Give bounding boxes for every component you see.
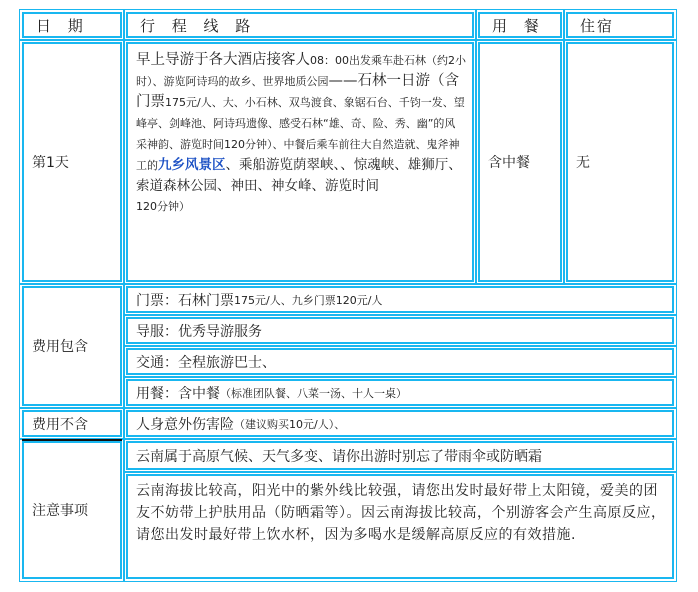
excluded-label-cell xyxy=(22,410,122,437)
notes-label-cell xyxy=(22,441,122,579)
excluded-text-cell xyxy=(126,410,674,437)
included-label-cell xyxy=(22,286,122,406)
day1-label: 第1天 xyxy=(32,155,69,171)
included-transport-cell xyxy=(126,348,674,375)
notes-note1-cell xyxy=(126,441,674,470)
itinerary-part-8: 120分钟） xyxy=(136,200,190,213)
excluded-label: 费用不含 xyxy=(32,416,88,433)
day1-lodging-cell xyxy=(566,42,674,282)
header-date xyxy=(22,12,122,38)
included-tickets-a: 门票：石林门票 xyxy=(136,292,234,309)
header-route-text: 行 程 线 路 xyxy=(140,16,257,35)
itinerary-highlight-jiuxiang: 九乡风景区 xyxy=(158,157,226,173)
day1-meal-cell xyxy=(478,42,562,282)
notes-label: 注意事项 xyxy=(32,503,88,519)
itinerary-part-4: ——石林一日游（含门票 xyxy=(136,73,459,110)
notes-note2-cell xyxy=(126,474,674,579)
notes-note1: 云南属于高原气候、天气多变、请你出游时别忘了带雨伞或防晒霜 xyxy=(136,448,542,465)
itinerary-part-5: 175元/人、大、小石林、双鸟渡食、象锯石台、千钧一发、望峰亭、剑峰池、阿诗玛遗像、感受石林“雄、奇、险、秀、幽”的风采神韵、游览时间120分钟）、中餐后乘车前往大自然造就、鬼斧神工的 xyxy=(136,96,465,172)
day1-label-cell xyxy=(22,42,122,282)
included-meal-b: （标准团队餐、八菜一汤、十人一桌） xyxy=(220,386,407,400)
included-meal-a: 用餐：含中餐 xyxy=(136,385,220,402)
header-meal xyxy=(478,12,562,38)
included-guide-cell xyxy=(126,317,674,344)
header-lodging xyxy=(566,12,674,38)
header-lodging-text: 住宿 xyxy=(580,16,615,35)
day1-itinerary-cell xyxy=(126,42,474,282)
header-meal-text: 用 餐 xyxy=(492,16,545,35)
notes-note2: 云南海拔比较高，阳光中的紫外线比较强，请您出发时最好带上太阳镜，爱美的团友不妨带上护肤用品（防晒霜等）。因云南海拔比较高，个别游客会产生高原反应，请您出发时最好带上饮水杯，因为多喝水是缓解高原反应的有效措施. xyxy=(136,483,666,543)
excluded-underline xyxy=(22,439,122,441)
itinerary-part-3: （约2小时）、游览阿诗玛的故乡、世界地质公园 xyxy=(136,54,466,88)
included-tickets-b: 175元/人、九乡门票120元/人 xyxy=(234,293,383,307)
included-guide: 导服：优秀导游服务 xyxy=(136,323,262,340)
itinerary-table xyxy=(18,8,678,584)
excluded-text-b: （建议购买10元/人）、 xyxy=(234,417,346,431)
day1-lodging: 无 xyxy=(576,155,590,171)
excluded-text-a: 人身意外伤害险 xyxy=(136,416,234,433)
itinerary-part-1: 早上导游于各大酒店接客人 xyxy=(136,52,310,68)
day1-meal: 含中餐 xyxy=(488,155,530,171)
header-route xyxy=(126,12,474,38)
included-transport: 交通：全程旅游巴士、 xyxy=(136,354,276,371)
included-tickets-cell xyxy=(126,286,674,313)
included-label: 费用包含 xyxy=(32,339,88,355)
itinerary-part-7: 、乘船游览荫翠峡、、惊魂峡、雄狮厅、索道森林公园、神田、神女峰、游览时间 xyxy=(136,157,462,194)
included-meal-cell xyxy=(126,379,674,406)
itinerary-part-2: 08：00出发乘车赴石林 xyxy=(310,54,426,67)
header-date-text: 日 期 xyxy=(36,16,89,35)
